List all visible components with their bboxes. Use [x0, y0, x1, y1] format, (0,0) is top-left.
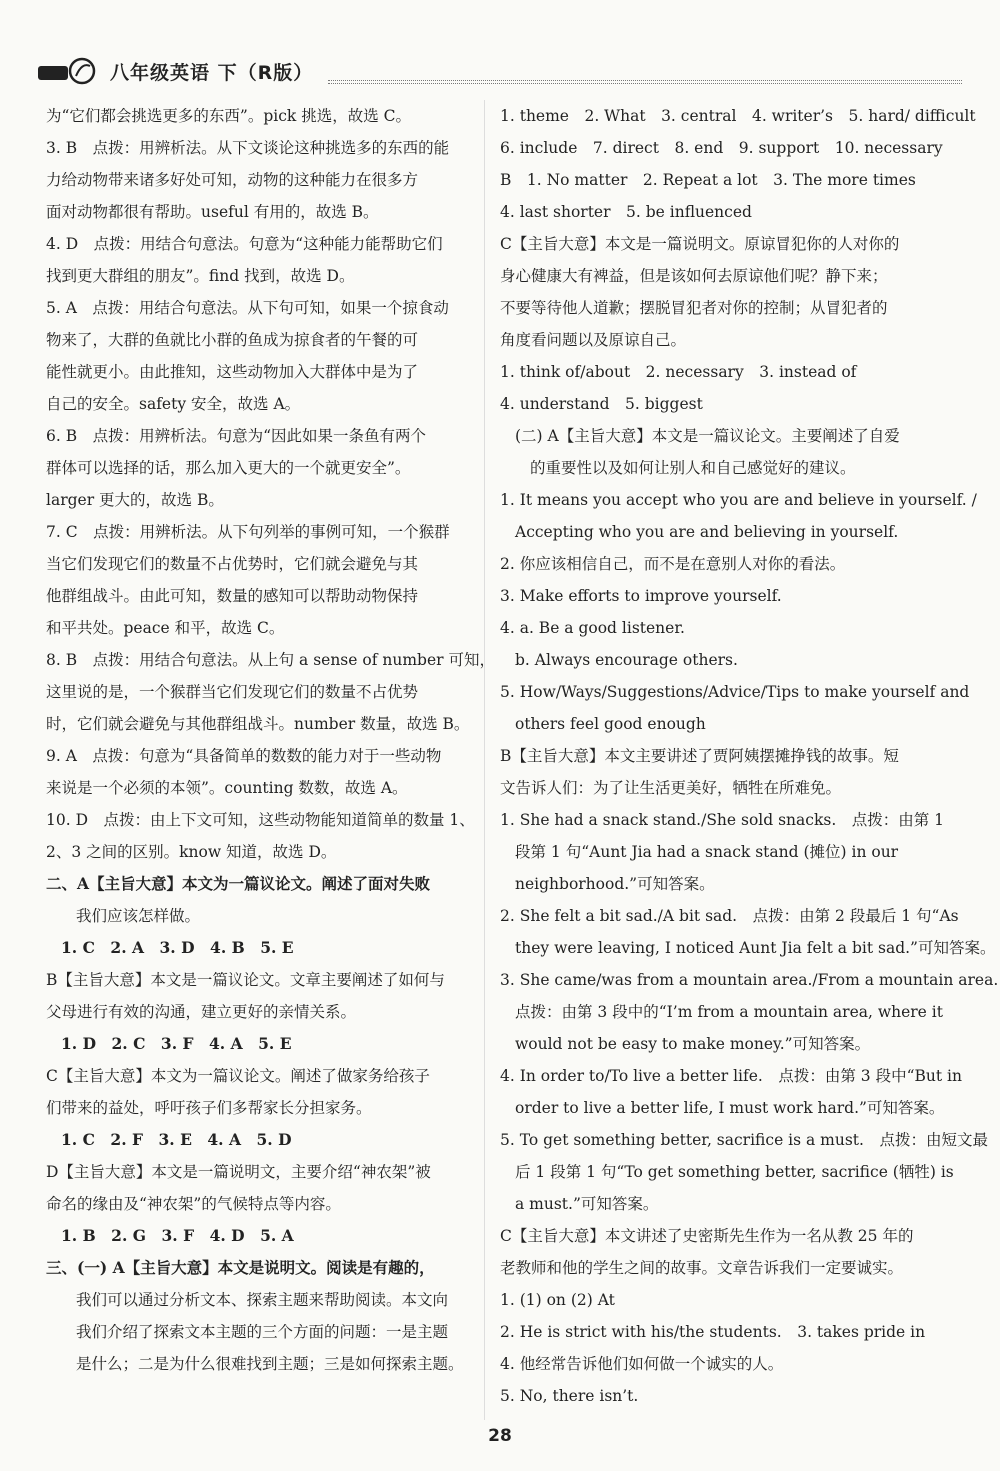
answer-line: 1. theme 2. What 3. central 4. writer’s 5. hard/ difficult: [500, 107, 976, 125]
answer-line: 段第 1 句“Aunt Jia had a snack stand (摊位) in our: [515, 843, 899, 861]
answer-line: 1. C 2. A 3. D 4. B 5. E: [61, 938, 294, 957]
answer-line: 老教师和他的学生之间的故事。文章告诉我们一定要诚实。: [500, 1259, 904, 1277]
answer-line: they were leaving, I noticed Aunt Jia felt a bit sad.”可知答案。: [515, 939, 996, 957]
answer-line: 5. How/Ways/Suggestions/Advice/Tips to make yourself and: [500, 683, 970, 701]
answer-line: 父母进行有效的沟通，建立更好的亲情关系。: [46, 1003, 357, 1021]
answer-line: 我们可以通过分析文本、探索主题来帮助阅读。本文向: [76, 1291, 449, 1309]
answer-line: 1. It means you accept who you are and believe in yourself. /: [500, 491, 977, 509]
answer-line: 1. D 2. C 3. F 4. A 5. E: [61, 1034, 292, 1053]
answer-line: D【主旨大意】本文是一篇说明文，主要介绍“神农架”被: [46, 1163, 431, 1181]
answer-line: 1. C 2. F 3. E 4. A 5. D: [61, 1130, 292, 1149]
answer-line: 7. C 点拨：用辨析法。从下句列举的事例可知，一个猴群: [46, 523, 450, 541]
answer-line: 我们应该怎样做。: [76, 907, 201, 925]
answer-line: order to live a better life, I must work hard.”可知答案。: [515, 1099, 945, 1117]
answer-line: would not be easy to make money.”可知答案。: [515, 1035, 871, 1053]
answer-line: 3. She came/was from a mountain area./From a mountain area.: [500, 971, 999, 989]
answer-line: 不要等待他人道歉；摆脱冒犯者对你的控制；从冒犯者的: [500, 299, 888, 317]
answer-line: 力给动物带来诸多好处可知，动物的这种能力在很多方: [46, 171, 419, 189]
answer-line: B【主旨大意】本文是一篇议论文。文章主要阐述了如何与: [46, 971, 445, 989]
answer-line: 自己的安全。safety 安全，故选 A。: [46, 395, 301, 413]
right-column: [500, 100, 999, 1412]
answer-line: 6. B 点拨：用辨析法。句意为“因此如果一条鱼有两个: [46, 427, 427, 445]
answer-line: 群体可以选择的话，那么加入更大的一个就更安全”。: [46, 459, 411, 477]
answer-line: 命名的缘由及“神农架”的气候特点等内容。: [46, 1195, 341, 1213]
left-column: [46, 100, 496, 1380]
answer-line: 3. Make efforts to improve yourself.: [500, 587, 782, 605]
page-number: 28: [488, 1426, 512, 1446]
answer-line: 他群组战斗。由此可知，数量的感知可以帮助动物保持: [46, 587, 419, 605]
page-header: [38, 52, 962, 92]
answer-line: 三、(一) A【主旨大意】本文是说明文。阅读是有趣的，: [46, 1258, 435, 1277]
answer-line: 3. B 点拨：用辨析法。从下文谈论这种挑选多的东西的能: [46, 139, 450, 157]
answer-line: 2. 你应该相信自己，而不是在意别人对你的看法。: [500, 555, 846, 573]
answer-line: 1. B 2. G 3. F 4. D 5. A: [61, 1226, 294, 1245]
answer-line: 的重要性以及如何让别人和自己感觉好的建议。: [530, 459, 856, 477]
book-title: 八年级英语 下（R版）: [110, 62, 314, 84]
answer-line: 们带来的益处，呼吁孩子们多帮家长分担家务。: [46, 1099, 372, 1117]
answer-line: 1. She had a snack stand./She sold snacks. 点拨：由第 1: [500, 811, 945, 829]
answer-line: 4. a. Be a good listener.: [500, 619, 685, 637]
answer-line: 4. understand 5. biggest: [500, 395, 703, 413]
answer-line: b. Always encourage others.: [515, 651, 738, 669]
answer-line: 时，它们就会避免与其他群组战斗。number 数量，故选 B。: [46, 715, 470, 733]
answer-line: neighborhood.”可知答案。: [515, 875, 715, 893]
answer-line: 2. He is strict with his/the students. 3. takes pride in: [500, 1323, 926, 1341]
answer-line: C【主旨大意】本文是一篇说明文。原谅冒犯你的人对你的: [500, 235, 900, 253]
answer-line: 来说是一个必须的本领”。counting 数数，故选 A。: [46, 779, 408, 797]
answer-line: 10. D 点拨：由上下文可知，这些动物能知道简单的数量 1、: [46, 811, 475, 829]
header-divider: [328, 80, 962, 84]
answer-line: 文告诉人们：为了让生活更美好，牺牲在所难免。: [500, 779, 842, 797]
answer-line: 面对动物都很有帮助。useful 有用的，故选 B。: [46, 203, 379, 221]
answer-line: Accepting who you are and believing in yourself.: [515, 523, 899, 541]
answer-line: 2、3 之间的区别。know 知道，故选 D。: [46, 843, 337, 861]
answer-line: a must.”可知答案。: [515, 1195, 659, 1213]
answer-line: 为“它们都会挑选更多的东西”。pick 挑选，故选 C。: [46, 107, 412, 125]
answer-line: 和平共处。peace 和平，故选 C。: [46, 619, 285, 637]
answer-line: 5. No, there isn’t.: [500, 1387, 639, 1405]
answer-line: 9. A 点拨：句意为“具备简单的数数的能力对于一些动物: [46, 747, 442, 765]
brand-logo-icon: [38, 56, 100, 86]
answer-line: B【主旨大意】本文主要讲述了贾阿姨摆摊挣钱的故事。短: [500, 747, 899, 765]
answer-line: (二) A【主旨大意】本文是一篇议论文。主要阐述了自爱: [515, 427, 900, 445]
answer-line: 1. (1) on (2) At: [500, 1291, 615, 1309]
answer-line: 能性就更小。由此推知，这些动物加入大群体中是为了: [46, 363, 419, 381]
answer-line: 这里说的是，一个猴群当它们发现它们的数量不占优势: [46, 683, 419, 701]
answer-line: 4. D 点拨：用结合句意法。句意为“这种能力能帮助它们: [46, 235, 443, 253]
answer-line: 我们介绍了探索文本主题的三个方面的问题：一是主题: [76, 1323, 449, 1341]
answer-line: 二、A【主旨大意】本文为一篇议论文。阐述了面对失败: [46, 874, 431, 893]
answer-line: 物来了，大群的鱼就比小群的鱼成为掠食者的午餐的可: [46, 331, 419, 349]
answer-line: 点拨：由第 3 段中的“I’m from a mountain area, where it: [515, 1003, 943, 1021]
answer-line: 身心健康大有裨益，但是该如何去原谅他们呢？静下来；: [500, 267, 888, 285]
answer-line: C【主旨大意】本文为一篇议论文。阐述了做家务给孩子: [46, 1067, 430, 1085]
answer-line: 1. think of/about 2. necessary 3. instead of: [500, 363, 857, 381]
answer-line: 是什么；二是为什么很难找到主题；三是如何探索主题。: [76, 1355, 464, 1373]
answer-line: 8. B 点拨：用结合句意法。从上句 a sense of number 可知，: [46, 651, 495, 669]
answer-line: 4. In order to/To live a better life. 点拨：由第 3 段中“But in: [500, 1067, 962, 1085]
answer-line: 6. include 7. direct 8. end 9. support 10. necessary: [500, 139, 943, 157]
answer-line: others feel good enough: [515, 715, 706, 733]
answer-line: 4. last shorter 5. be influenced: [500, 203, 752, 221]
answer-line: 找到更大群组的朋友”。find 找到，故选 D。: [46, 267, 355, 285]
answer-line: 5. A 点拨：用结合句意法。从下句可知，如果一个掠食动: [46, 299, 449, 317]
answer-line: larger 更大的，故选 B。: [46, 491, 224, 509]
answer-line: C【主旨大意】本文讲述了史密斯先生作为一名从教 25 年的: [500, 1227, 914, 1245]
answer-line: 当它们发现它们的数量不占优势时，它们就会避免与其: [46, 555, 419, 573]
answer-line: 后 1 段第 1 句“To get something better, sacrifice (牺牲) is: [515, 1163, 954, 1181]
answer-line: 5. To get something better, sacrifice is a must. 点拨：由短文最: [500, 1131, 988, 1149]
answer-line: 角度看问题以及原谅自己。: [500, 331, 687, 349]
answer-line: 2. She felt a bit sad./A bit sad. 点拨：由第 2 段最后 1 句“As: [500, 907, 959, 925]
answer-line: B 1. No matter 2. Repeat a lot 3. The more times: [500, 171, 916, 189]
answer-line: 4. 他经常告诉他们如何做一个诚实的人。: [500, 1355, 784, 1373]
